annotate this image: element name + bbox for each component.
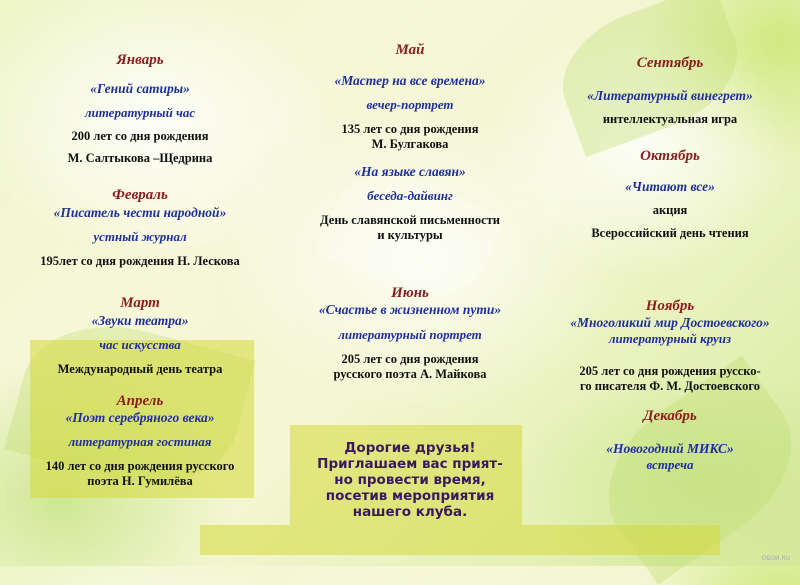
event-title: «Мастер на все времена» — [334, 73, 486, 88]
event-title: «Звуки театра» — [91, 313, 189, 328]
event-title: «Поэт серебряного века» — [65, 410, 215, 425]
event-description: и культуры — [377, 228, 443, 242]
month-block-september — [550, 55, 790, 126]
event-title: «Писатель чести народной» — [53, 205, 227, 220]
invitation-line: нашего клуба. — [352, 504, 468, 520]
month-title: Март — [120, 295, 160, 311]
event-form: встреча — [646, 457, 694, 472]
month-block-june — [290, 285, 530, 381]
event-form: интеллектуальная игра — [602, 112, 738, 126]
month-title: Ноябрь — [645, 298, 695, 314]
invitation-line: но провести время, — [334, 472, 486, 488]
month-block-february — [20, 187, 260, 268]
event-description: 205 лет со дня рождения — [341, 352, 479, 366]
invitation-line: Дорогие друзья! — [344, 440, 476, 456]
month-block-november — [540, 298, 800, 393]
invitation-line: посетив мероприятия — [325, 488, 495, 504]
event-form: литературный час — [84, 105, 196, 120]
invitation-text — [300, 440, 520, 520]
month-title: Декабрь — [643, 408, 697, 424]
event-title: «Счастье в жизненном пути» — [318, 302, 502, 317]
event-description: го писателя Ф. М. Достоевского — [580, 379, 760, 393]
event-description: 200 лет со дня рождения — [71, 129, 209, 143]
event-form: литературный портрет — [338, 327, 482, 342]
highlight-band-bottom — [200, 525, 720, 555]
month-title: Июнь — [391, 285, 429, 301]
watermark-credit: ОБОИ.RU — [761, 555, 790, 562]
invitation-line: Приглашаем вас прият- — [317, 456, 503, 472]
event-description: М. Салтыкова –Щедрина — [67, 151, 213, 165]
event-form: литературная гостиная — [68, 434, 212, 449]
month-title: Январь — [116, 52, 164, 68]
event-description: Международный день театра — [57, 362, 223, 376]
month-title: Сентябрь — [636, 55, 704, 71]
event-title: «Читают все» — [625, 179, 715, 194]
month-block-october — [550, 148, 790, 240]
event-form: час искусства — [99, 337, 181, 352]
event-description: русского поэта А. Майкова — [333, 367, 487, 381]
event-description: 205 лет со дня рождения русско- — [579, 364, 761, 378]
month-block-march — [20, 295, 260, 376]
event-form: литературный круиз — [608, 331, 732, 346]
month-block-april — [20, 393, 260, 488]
event-description: поэта Н. Гумилёва — [87, 474, 193, 488]
event-description: 135 лет со дня рождения — [341, 122, 479, 136]
event-description: 140 лет со дня рождения русского — [45, 459, 235, 473]
event-title: «Гений сатиры» — [90, 81, 190, 96]
event-title: «Литературный винегрет» — [587, 88, 753, 103]
event-form: беседа-дайвинг — [367, 188, 453, 203]
event-description: Всероссийский день чтения — [591, 226, 749, 240]
event-description: М. Булгакова — [371, 137, 449, 151]
event-form: акция — [652, 203, 688, 217]
month-block-january — [20, 52, 260, 165]
event-title: «На языке славян» — [354, 164, 466, 179]
month-title: Февраль — [112, 187, 168, 203]
event-form: вечер-портрет — [366, 97, 454, 112]
event-form: устный журнал — [93, 229, 187, 244]
event-title: «Новогодний МИКС» — [606, 441, 734, 456]
month-title: Май — [395, 42, 425, 58]
event-description: День славянской письменности — [320, 213, 500, 227]
month-title: Апрель — [116, 393, 164, 409]
month-block-may — [290, 42, 530, 242]
month-title: Октябрь — [640, 148, 700, 164]
month-block-december — [550, 408, 790, 473]
event-description: 195лет со дня рождения Н. Лескова — [40, 254, 240, 268]
event-title: «Многоликий мир Достоевского» — [570, 315, 770, 330]
